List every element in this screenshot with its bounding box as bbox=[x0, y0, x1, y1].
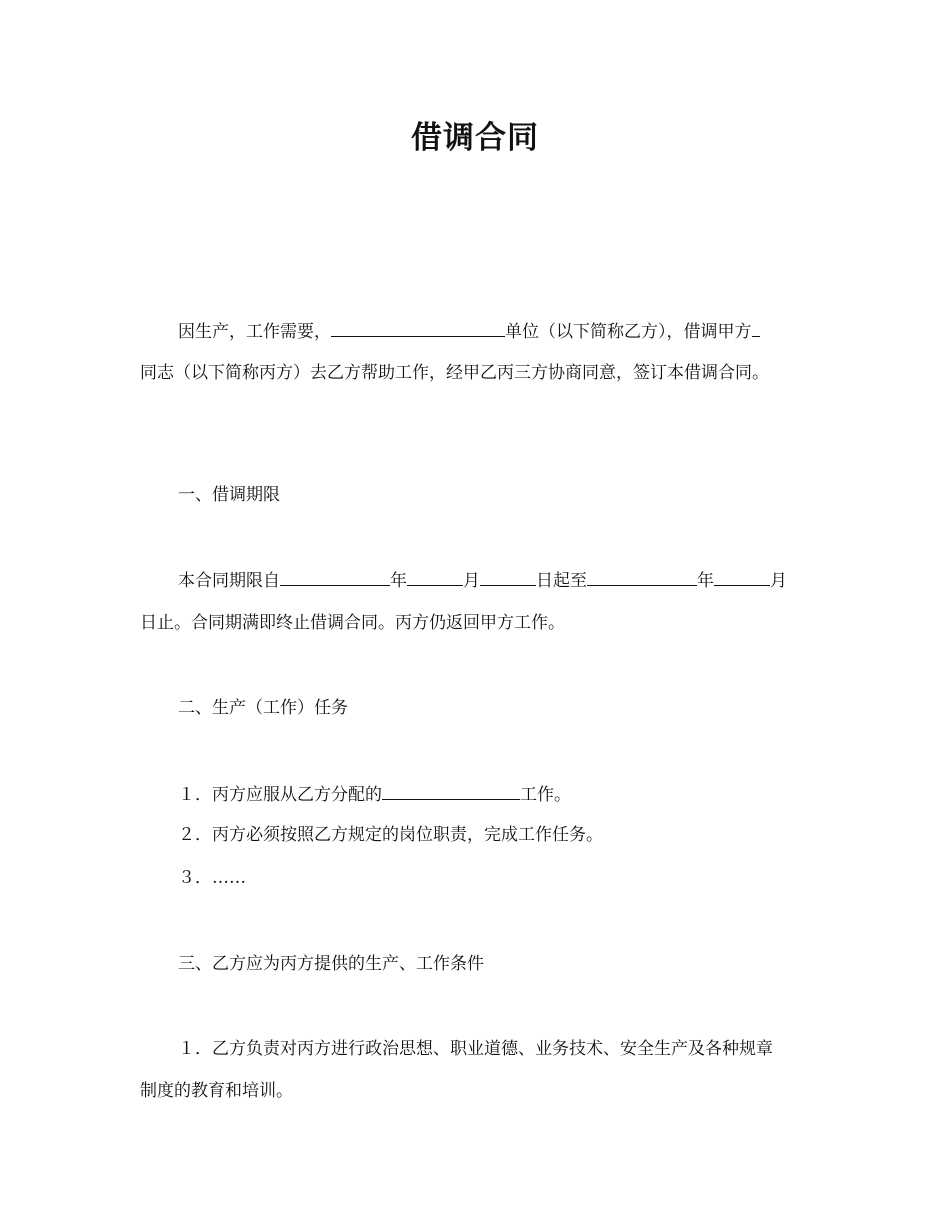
term-text-year-2: 年 bbox=[697, 571, 714, 591]
task-item-1-text-b: 工作。 bbox=[520, 785, 571, 805]
party-a-blank bbox=[752, 318, 760, 337]
task-item-1 bbox=[178, 781, 571, 807]
term-line-2: 日止。合同期满即终止借调合同。丙方仍返回甲方工作。 bbox=[140, 613, 565, 633]
end-month-blank bbox=[714, 567, 770, 586]
term-text-month-2: 月 bbox=[770, 571, 787, 591]
term-text-year-1: 年 bbox=[390, 571, 407, 591]
term-text-from: 本合同期限自 bbox=[178, 571, 280, 591]
unit-name-blank bbox=[331, 318, 505, 337]
end-year-blank bbox=[587, 567, 697, 586]
section-2-heading: 二、生产（工作）任务 bbox=[178, 698, 348, 718]
intro-text-a: 因生产，工作需要， bbox=[178, 322, 331, 342]
task-item-1-text-a: １．丙方应服从乙方分配的 bbox=[178, 785, 382, 805]
intro-text-b: 单位（以下简称乙方），借调甲方 bbox=[505, 322, 752, 342]
start-day-blank bbox=[480, 567, 536, 586]
term-text-to: 日起至 bbox=[536, 571, 587, 591]
intro-line-2: 同志（以下简称丙方）去乙方帮助工作，经甲乙丙三方协商同意，签订本借调合同。 bbox=[140, 363, 769, 383]
section-1-heading: 一、借调期限 bbox=[178, 485, 280, 505]
section-3-heading: 三、乙方应为丙方提供的生产、工作条件 bbox=[178, 954, 484, 974]
term-text-month-1: 月 bbox=[463, 571, 480, 591]
conditions-item-1-line-2: 制度的教育和培训。 bbox=[140, 1081, 293, 1101]
conditions-item-1-line-1: １．乙方负责对丙方进行政治思想、职业道德、业务技术、安全生产及各种规章 bbox=[178, 1039, 773, 1059]
start-year-blank bbox=[280, 567, 390, 586]
assigned-work-blank bbox=[382, 781, 520, 800]
intro-line-1 bbox=[178, 318, 760, 344]
term-line-1 bbox=[178, 567, 787, 593]
document-title: 借调合同 bbox=[411, 120, 539, 156]
task-item-3: ３．…… bbox=[178, 868, 246, 888]
task-item-2: ２．丙方必须按照乙方规定的岗位职责，完成工作任务。 bbox=[178, 825, 603, 845]
start-month-blank bbox=[407, 567, 463, 586]
